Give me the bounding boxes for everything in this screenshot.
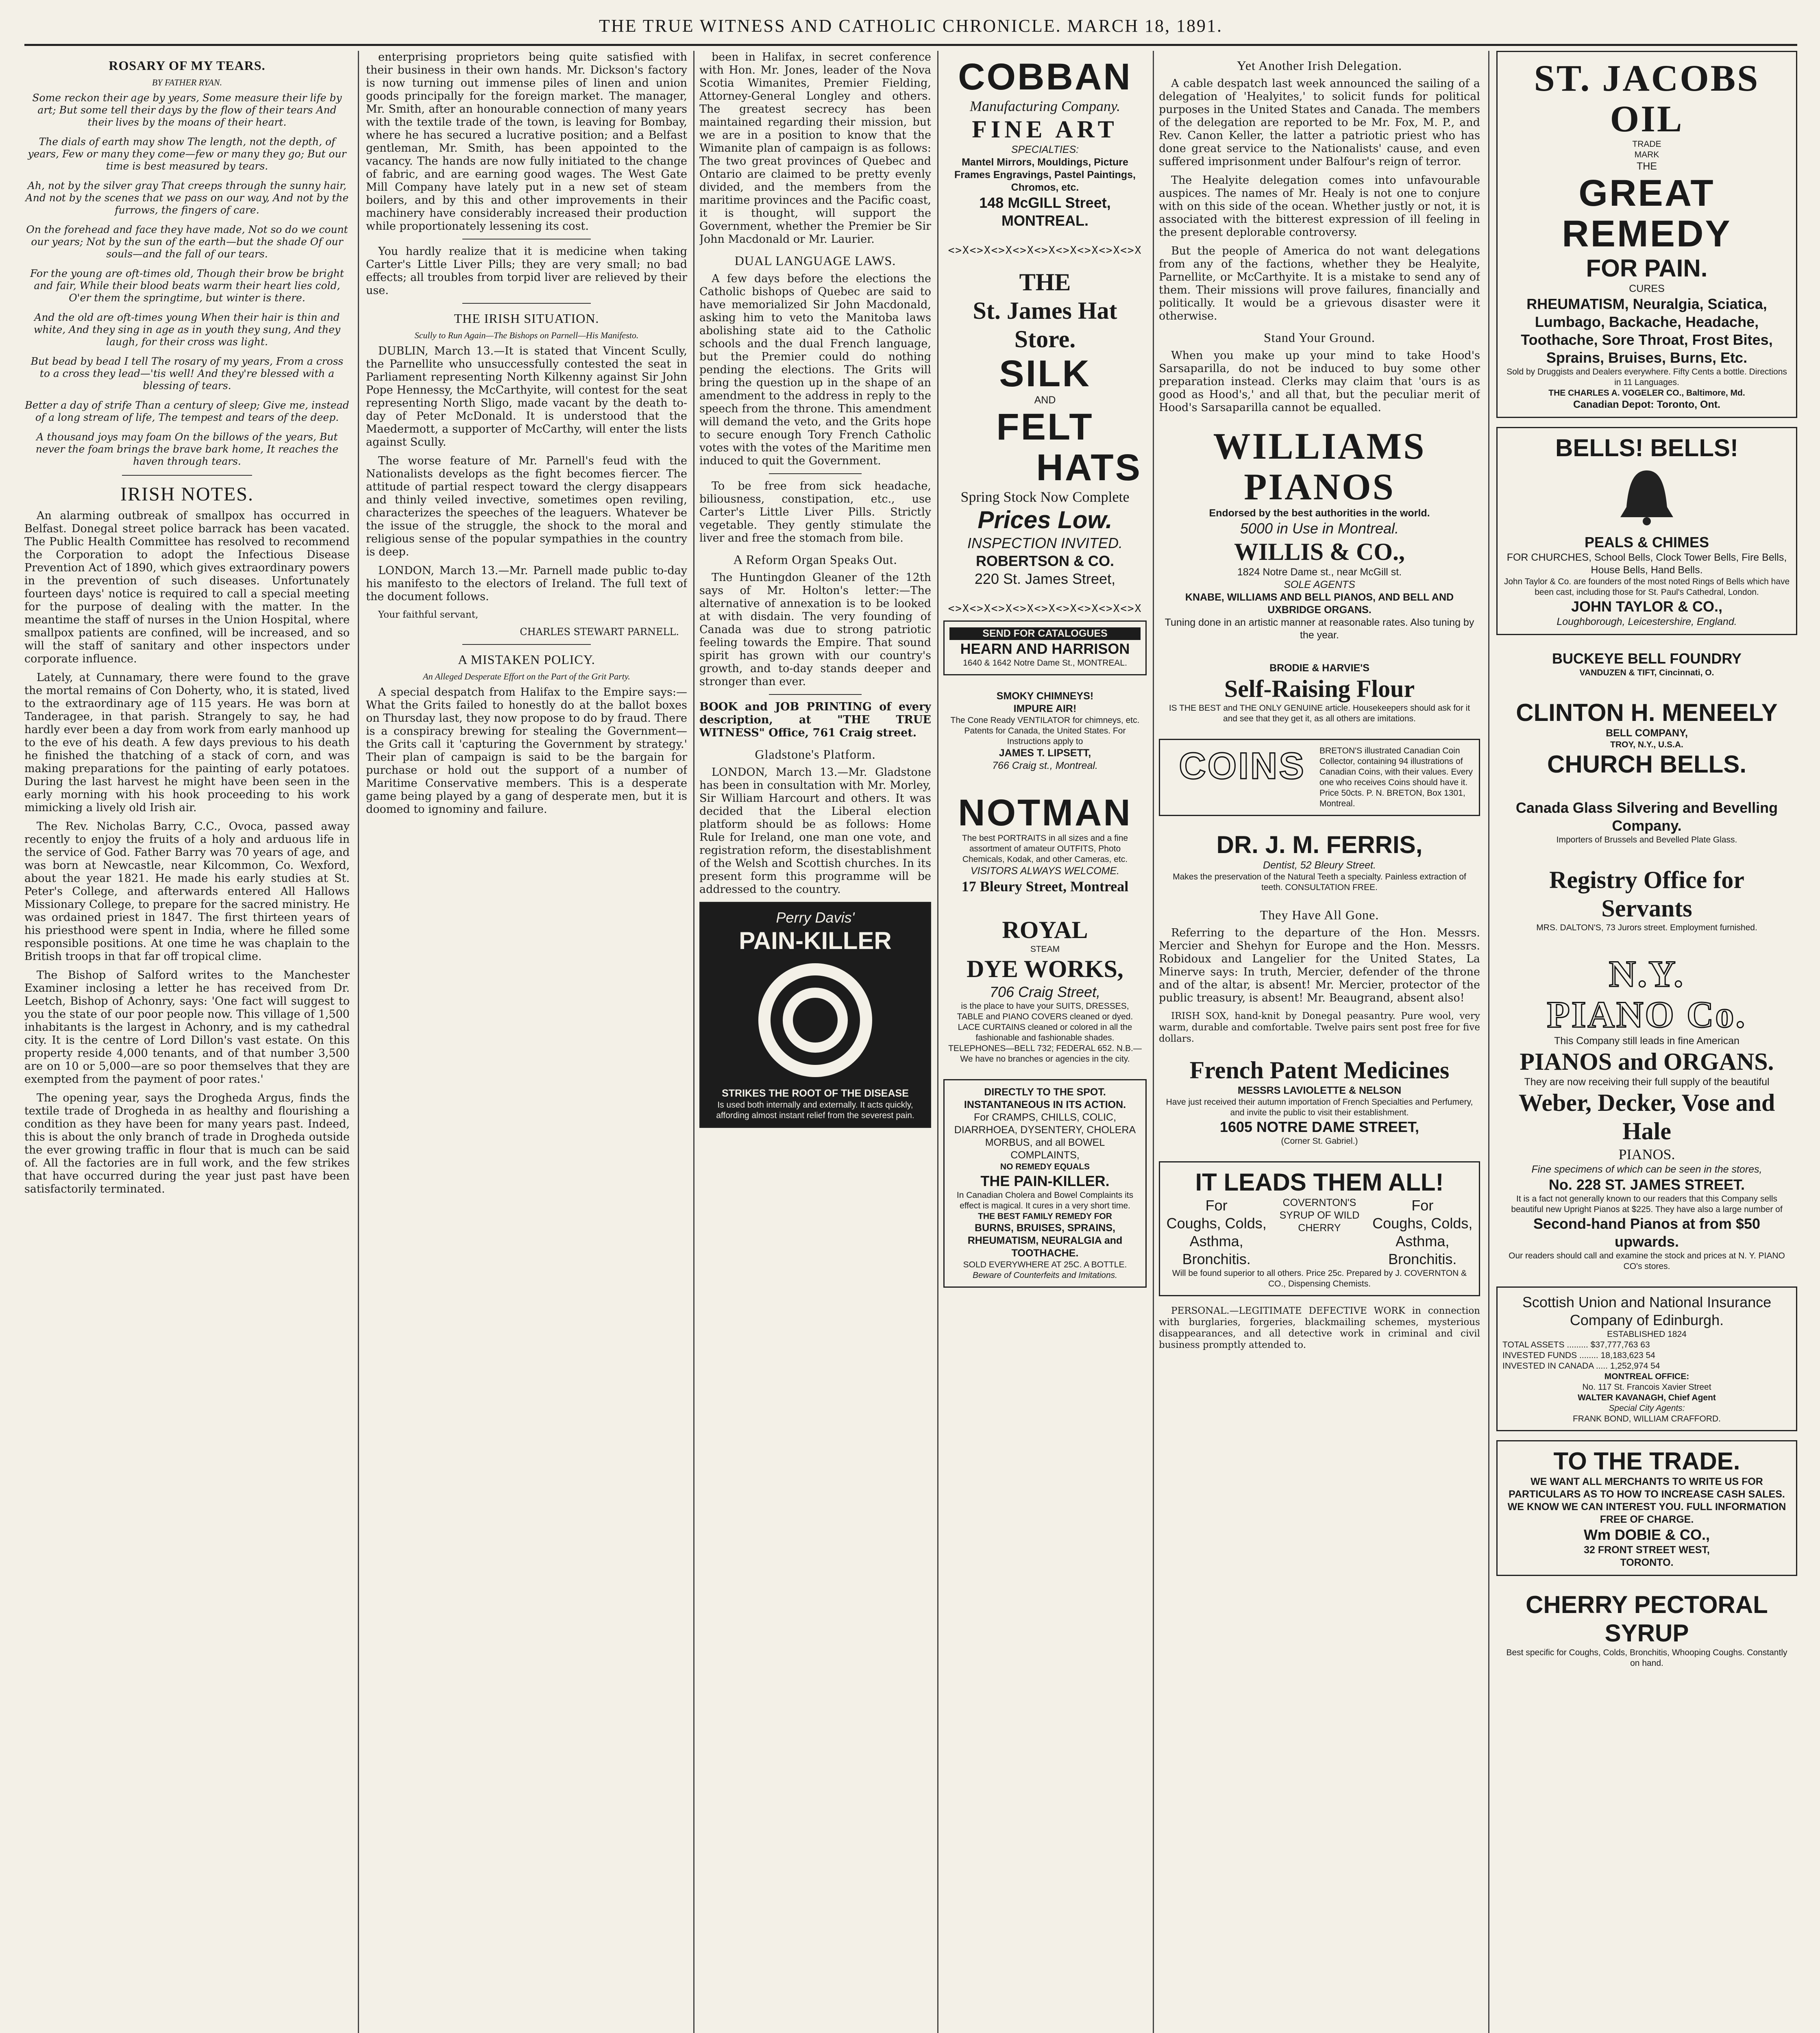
lavio-corner: (Corner St. Gabriel.) <box>1281 1136 1358 1146</box>
invested-canada: INVESTED IN CANADA ..... 1,252,974 54 <box>1502 1361 1660 1371</box>
office-address: No. 117 St. Francois Xavier Street <box>1582 1382 1711 1392</box>
notman-name: NOTMAN <box>958 792 1132 834</box>
section-subtitle: An Alleged Desperate Effort on the Part of the Grit Party. <box>423 671 630 681</box>
weber-pianos: PIANOS. <box>1618 1146 1675 1162</box>
divider <box>122 475 252 476</box>
vogeler-name: THE CHARLES A. VOGELER CO., Baltimore, Md. <box>1548 388 1745 398</box>
dye-works-ad <box>943 910 1147 1070</box>
covernton-center: COVERNTON'S SYRUP OF WILD CHERRY <box>1279 1197 1360 1234</box>
beware-note: Beware of Counterfeits and Imitations. <box>972 1271 1117 1280</box>
column-divider <box>358 51 359 2033</box>
weber-brands: Weber, Decker, Vose and Hale <box>1518 1089 1775 1145</box>
the-label: THE <box>1637 161 1657 172</box>
williams-pianos-ad <box>1159 420 1480 647</box>
section-title-delegation: Yet Another Irish Delegation. <box>1237 58 1402 73</box>
best-family: THE BEST FAMILY REMEDY FOR <box>978 1212 1112 1221</box>
meneely-ad <box>1496 693 1797 784</box>
tuning-text: Tuning done in an artistic manner at reasonable rates. Also tuning by the year. <box>1165 617 1474 641</box>
specialties-label: SPECIALTIES: <box>1011 144 1079 155</box>
article-paragraph: Referring to the departure of the Hon. Messrs. Mercier and Shehyn for Europe and the Hon. Messrs. Robidoux and Langelier for the United States, La Minerve says: In truth, Mercier, defender of the throne and of the altar, is absent! Mr. Mercier, protector of the public treasury, is absent! Mr. Beaugrand, absent also! <box>1159 927 1480 1004</box>
knabe-text: KNABE, WILLIAMS AND BELL PIANOS, AND BELL AND UXBRIDGE ORGANS. <box>1185 592 1454 616</box>
notman-address: 17 Bleury Street, Montreal <box>961 878 1129 895</box>
notman-text: The best PORTRAITS in all sizes and a fine assortment of amateur OUTFITS, Photo Chemicals, Kodak, and other Cameras, etc. <box>962 834 1128 864</box>
article-paragraph: Lately, at Cunnamary, there were found to the grave the mortal remains of Con Doherty, who, it is stated, lived to the extraordinary age of 115 years. He was born at Tanderagee, in that parish. Strangely to say, he had hardly ever been a day from work from early manhood up to the eve of his death. A few days previous to his death he finished the thatching of a stack of corn, and was making preparations for the painting of early potatoes. During the last harvest he might have been seen in the early morning with his hook proceeding to his work mimicking a lively old Irish air. <box>24 671 350 814</box>
churches-list: FOR CHURCHES, School Bells, Clock Tower Bells, Fire Bells, House Bells, Hand Bells. <box>1507 552 1787 576</box>
column-4 <box>943 51 1147 2033</box>
and-label: AND <box>1034 394 1056 406</box>
personal-ad: PERSONAL.—LEGITIMATE DEFECTIVE WORK in connection with burglaries, forgeries, blackmailing schemes, mysterious disappearances, and all detective work in criminal and civil business promptly attended to. <box>1159 1306 1480 1350</box>
pills-notice: You hardly realize that it is medicine when taking Carter's Little Liver Pills; they are very small; no bad effects; all troubles from torpid liver are relieved by their use. <box>366 245 687 297</box>
poem-stanza: Some reckon their age by years, Some measure their life by art; But some tell their days by the flow of their tears And their lives by the moans of their heart. <box>32 92 342 128</box>
article-paragraph: A special despatch from Halifax to the Empire says:—What the Grits failed to honestly do at the ballot boxes on Thursday last, they now propose to do by fraud. There is a conspiracy brewing for stealing the Government—the Grits call it 'capturing the Government by strategy.' Their plan of campaign is said to be the bargain for purchase or hold out the support of a number of Maritime Conservative members. This is a desperate game being played by a gang of desperate men, but it is doomed to ignominy and failure. <box>366 686 687 816</box>
total-assets: TOTAL ASSETS ......... $37,777,763 63 <box>1502 1340 1650 1350</box>
coins-text: BRETON'S illustrated Canadian Coin Collector, containing 94 illustrations of Canadian Coins, with their values. Every one who receives Coins should have it. Price 50cts. P. N. BRETON, Box 1301, Montreal. <box>1319 746 1473 808</box>
cobban-name: COBBAN <box>958 56 1132 98</box>
article-paragraph: DUBLIN, March 13.—It is stated that Vincent Scully, the Parnellite who unsuccessfully contested the seat in Parliament representing North Kilkenny against Sir John Pope Hennessy, the McCarthyite, will contest for the seat representing North Sligo, made vacant by the death to-day of Peter McDonald. It is understood that the Maedermott, a supporter of McCarthy, will enter the lists against Scully. <box>366 345 687 448</box>
supply-text: They are now receiving their full supply of the beautiful <box>1524 1076 1770 1088</box>
loughborough: Loughborough, Leicestershire, England. <box>1557 616 1737 627</box>
column-divider <box>693 51 694 2033</box>
coins-label: COINS <box>1179 745 1306 787</box>
direct-label: DIRECTLY TO THE SPOT. <box>984 1086 1106 1098</box>
registry-ad <box>1496 860 1797 939</box>
dye-text: is the place to have your SUITS, DRESSES, TABLE and PIANO COVERS cleaned or dyed. LACE CURTAINS cleaned or colored in all the fashionable and fashionable shades. TELEPHONES—BELL 732; FEDERAL 652. N.B.—We have no branches or agencies in the city. <box>948 1001 1142 1064</box>
toronto-label: TORONTO. <box>1620 1557 1674 1568</box>
ny-piano-ad <box>1496 948 1797 1278</box>
spring-stock: Spring Stock Now Complete <box>960 489 1130 505</box>
article-paragraph: The Huntingdon Gleaner of the 12th says of Mr. Holton's letter:—The alternative of annexation is to be looked at with disdain. The very founding of Canada was due to strong patriotic feeling towards the Empire. That sound spirit has grown with our country's growth, and to-day stands deeper and stronger than ever. <box>699 571 931 688</box>
st-jacobs-name: ST. JACOBS OIL <box>1534 57 1760 139</box>
section-subtitle: Scully to Run Again—The Bishops on Parnell—His Manifesto. <box>414 330 639 340</box>
target-icon <box>754 959 876 1081</box>
endorsed-text: Endorsed by the best authorities in the world. <box>1209 507 1430 519</box>
sold-everywhere: SOLD EVERYWHERE AT 25C. A BOTTLE. <box>963 1260 1127 1269</box>
article-paragraph: The Healyite delegation comes into unfavourable auspices. The names of Mr. Healy is not one to conjure with on this side of the ocean. Whether justly or not, it is associated with the bitterest expression of ill feeling in the present deplorable controversy. <box>1159 174 1480 239</box>
french-medicines-ad <box>1159 1050 1480 1152</box>
section-title-reform: A Reform Organ Speaks Out. <box>733 552 897 567</box>
sole-agents: SOLE AGENTS <box>1284 579 1355 590</box>
registry-title: Registry Office for Servants <box>1549 866 1744 922</box>
steam-label: STEAM <box>1030 945 1060 954</box>
pk-text: In Canadian Cholera and Bowel Complaints its effect is magical. It cures in a very short time. <box>956 1191 1134 1210</box>
canadian-depot: Canadian Depot: Toronto, Ont. <box>1573 399 1720 410</box>
painkiller-name: PAIN-KILLER <box>739 927 892 954</box>
section-title-irish-situation: THE IRISH SITUATION. <box>454 311 599 326</box>
second-hand: Second-hand Pianos at from $50 upwards. <box>1533 1215 1761 1250</box>
divider <box>769 694 862 695</box>
dye-address: 706 Craig Street, <box>989 984 1101 1000</box>
trade-title: TO THE TRADE. <box>1553 1447 1740 1475</box>
st-jacobs-oil-ad <box>1496 51 1797 418</box>
ny-text: This Company still leads in fine American <box>1554 1035 1739 1047</box>
cherry-title: CHERRY PECTORAL SYRUP <box>1526 1591 1768 1647</box>
for-pain: FOR PAIN. <box>1586 255 1708 282</box>
signature: CHARLES STEWART PARNELL. <box>520 626 679 638</box>
flour-label: Self-Raising Flour <box>1224 675 1415 702</box>
ornament-border: <>X<>X<>X<>X<>X<>X<>X<>X<>X <box>948 603 1142 615</box>
article-paragraph: But the people of America do not want delegations from any of the factions, whether they be Healyite, Parnellite, or McCarthyite. It is a mistake to send any of them. Their missions will prove failures, financially and politically. It would be a grievous disaster were it otherwise. <box>1159 245 1480 322</box>
pianos-label: PIANOS <box>1244 466 1395 507</box>
buckeye-name: BUCKEYE BELL FOUNDRY <box>1552 650 1742 667</box>
ailments-list: RHEUMATISM, Neuralgia, Sciatica, Lumbago, Backache, Headache, Toothache, Sore Throat, Frost Bites, Sprains, Bruises, Burns, Etc. <box>1521 296 1773 366</box>
for-left: For <box>1205 1197 1228 1214</box>
divider <box>462 644 591 645</box>
divider <box>769 473 862 474</box>
section-title-dual-language: DUAL LANGUAGE LAWS. <box>734 253 896 268</box>
hearn-name: HEARN AND HARRISON <box>960 640 1130 657</box>
burns-list: BURNS, BRUISES, SPRAINS, RHEUMATISM, NEURALGIA and TOOTHACHE. <box>967 1222 1123 1259</box>
readers-text: Our readers should call and examine the stock and prices at N. Y. PIANO CO's stores. <box>1509 1251 1785 1271</box>
fact-text: It is a fact not generally known to our readers that this Company sells beautiful new Upright Pianos at $225. They have also a large number of <box>1511 1194 1783 1214</box>
notman-ad <box>943 787 1147 901</box>
flour-text: IS THE BEST and THE ONLY GENUINE article. Housekeepers should ask for it and see that they get it, as all others are imitations. <box>1169 703 1470 723</box>
poem-author: BY FATHER RYAN. <box>152 77 222 87</box>
ferris-address: Dentist, 52 Bleury Street. <box>1263 860 1376 871</box>
bell-company: BELL COMPANY, <box>1606 727 1688 739</box>
article-paragraph: enterprising proprietors being quite satisfied with their business in their own hands. Mr. Dickson's factory is now turning out immense piles of linen and union goods principally for the foreign market. The manager, Mr. Smith, after an honourable connection of many years with the textile trade of the town, is leaving for Bombay, where he has secured a lucrative position; and a Belfast gentleman, Mr. Smith, has been appointed to the vacancy. The hands are now fully initiated to the change of fabric, and are earning good wages. The West Gate Mill Company have lately put in a new set of steam boilers, and by this and other improvements in their machinery have considerably increased their production while proportionately lessening its cost. <box>366 51 687 233</box>
painkiller-brand: Perry Davis' <box>776 909 855 926</box>
instant-label: INSTANTANEOUS IN ITS ACTION. <box>964 1099 1126 1110</box>
church-bells: CHURCH BELLS. <box>1547 751 1746 778</box>
dobie-address: 32 FRONT STREET WEST, <box>1584 1544 1710 1556</box>
buckeye-ad <box>1496 644 1797 684</box>
column-6 <box>1496 51 1797 2033</box>
glass-name: Canada Glass Silvering and Bevelling Company. <box>1515 799 1778 834</box>
column-5 <box>1159 51 1480 2033</box>
flour-ad <box>1159 656 1480 730</box>
painkiller-target-text: STRIKES THE ROOT OF THE DISEASE <box>722 1088 909 1099</box>
column-divider <box>1153 51 1154 2033</box>
french-title: French Patent Medicines <box>1189 1057 1450 1084</box>
hat-the: THE <box>1019 269 1071 296</box>
catalogue-banner: SEND FOR CATALOGUES <box>949 627 1141 640</box>
lavio-name: MESSRS LAVIOLETTE & NELSON <box>1237 1085 1402 1096</box>
trade-text: WE WANT ALL MERCHANTS TO WRITE US FOR PARTICULARS AS TO HOW TO INCREASE CASH SALES. WE KNOW WE CAN INTEREST YOU. FULL INFORMATION FREE OF CHARGE. <box>1507 1476 1786 1525</box>
willis-name: WILLIS & CO., <box>1234 538 1405 565</box>
hats-label: HATS <box>1036 447 1142 488</box>
silk-label: SILK <box>999 353 1091 394</box>
in-use-text: 5000 in Use in Montreal. <box>1240 520 1399 537</box>
section-title-mistaken-policy: A MISTAKEN POLICY. <box>458 652 595 667</box>
hearn-harrison-ad <box>943 620 1147 675</box>
taylor-text: John Taylor & Co. are founders of the most noted Rings of Bells which have been cast, including those for St. Paul's Cathedral, London. <box>1504 577 1790 597</box>
established: ESTABLISHED 1824 <box>1607 1330 1687 1339</box>
divider <box>462 303 591 304</box>
article-paragraph: A cable despatch last week announced the sailing of a delegation of 'Healyites,' to solicit funds for political purposes in the United States and Canada. The members of the delegation are reported to be Mr. Fox, M. P., and Rev. Canon Keller, the latter a patriotic priest who has done great service to the Nationalists' cause, and even suffered imprisonment under Balfour's reign of terror. <box>1159 77 1480 168</box>
royal-label: ROYAL <box>1002 916 1088 943</box>
article-paragraph: LONDON, March 13.—Mr. Parnell made public to-day his manifesto to the electors of Ireland. The full text of the document follows. <box>366 564 687 603</box>
lipsett-address: 766 Craig st., Montreal. <box>992 760 1098 771</box>
job-printing-notice: BOOK and JOB PRINTING of every description, at "THE TRUE WITNESS" Office, 761 Craig street. <box>699 701 931 739</box>
walter-agent: WALTER KAVANAGH, Chief Agent <box>1578 1393 1716 1402</box>
poem-stanza: Ah, not by the silver gray That creeps through the sunny hair, And not by the scenes that we pass on our way, And not by the furrows, the fingers of care. <box>25 180 349 216</box>
pianos-organs: PIANOS and ORGANS. <box>1520 1048 1774 1075</box>
pk-name: THE PAIN-KILLER. <box>980 1173 1110 1189</box>
ferris-text: Makes the preservation of the Natural Teeth a specialty. Painless extraction of teeth. CONSULTATION FREE. <box>1173 872 1466 892</box>
article-paragraph: The Bishop of Salford writes to the Manchester Examiner inclosing a letter he has received from Dr. Leetch, Bishop of Achonry, says: 'One fact will suggest to you the state of our poor people now. This village of 1,500 inhabitants is the largest in Achonry, and is my cathedral city. It is the centre of Lord Dillon's vast estate. On this property reside 4,000 tenants, and of that number 3,500 are on 10 or 5,000—are so poor themselves that they are exempted from the payment of poor rates.' <box>24 969 350 1086</box>
robertson-name: ROBERTSON & CO. <box>975 553 1114 569</box>
specialties-list: Mantel Mirrors, Mouldings, Picture Frames Engravings, Pastel Paintings, Chromos, etc. <box>954 157 1136 193</box>
section-title-irish-notes: IRISH NOTES. <box>120 483 254 505</box>
glass-text: Importers of Brussels and Bevelled Plate Glass. <box>1556 835 1737 845</box>
dobie-name: Wm DOBIE & CO., <box>1583 1526 1710 1543</box>
inspection-invited: INSPECTION INVITED. <box>967 535 1123 551</box>
article-paragraph: When you make up your mind to take Hood's Sarsaparilla, do not be induced to buy some other preparation instead. Clerks may claim that 'ours is as good as Hood's,' and all that, but the peculiar merit of Hood's Sarsaparilla cannot be equalled. <box>1159 349 1480 414</box>
article-paragraph: A few days before the elections the Catholic bishops of Quebec are said to have memorialized Sir John Macdonald, asking him to veto the Manitoba laws abolishing state aid to the Catholic schools and the dual French language, but the Premier could do nothing pending the elections. The Grits will bring the question up in the shape of an amendment to the address in reply to the speech from the throne. This amendment will demand the veto, and the Grits hope to secure enough Tory French Catholic votes with the votes of the Maritime men induced to quit the Government. <box>699 272 931 467</box>
masthead <box>24 7 1797 46</box>
willis-address: 1824 Notre Dame st., near McGill st. <box>1237 566 1402 578</box>
manifesto-text: Your faithful servant, <box>378 609 479 620</box>
ventilator-ad <box>943 684 1147 778</box>
covernton-text: Will be found superior to all others. Price 25c. Prepared by J. COVERNTON & CO., Dispensing Chemists. <box>1172 1269 1467 1289</box>
lipsett-name: JAMES T. LIPSETT, <box>999 747 1091 759</box>
poem-stanza: On the forehead and face they have made, Not so do we count our years; Not by the sun of the earth—but the shade Of our souls—and the fall of our tears. <box>26 224 348 260</box>
poem-stanza: A thousand joys may foam On the billows of the years, But never the foam brings the brave bark home, It reaches the haven through tears. <box>35 431 339 467</box>
fine-specimens: Fine specimens of which can be seen in the stores, <box>1531 1164 1762 1175</box>
column-divider <box>937 51 938 2033</box>
ny-label: N.Y. <box>1609 953 1685 995</box>
scottish-name: Scottish Union and National Insurance Company of Edinburgh. <box>1522 1294 1772 1328</box>
to-the-trade-ad <box>1496 1440 1797 1576</box>
for-right: For <box>1411 1197 1434 1214</box>
ventilator-text: The Cone Ready VENTILATOR for chimneys, etc. Patents for Canada, the United States. For Instructions apply to <box>950 716 1140 746</box>
ferris-ad <box>1159 825 1480 899</box>
piano-co-label: PIANO Co. <box>1547 994 1747 1035</box>
no-remedy: NO REMEDY EQUALS <box>1000 1162 1090 1171</box>
dye-works-label: DYE WORKS, <box>967 956 1123 982</box>
covernton-ad <box>1159 1161 1480 1296</box>
article-paragraph: An alarming outbreak of smallpox has occurred in Belfast. Donegal street police barrack has been vacated. The Public Health Committee has resolved to recommend the Corporation to adopt the Infectious Disease Prevention Act of 1890, which gives extraordinary powers in the prevention of such diseases. Unfortunately fourteen days' notice is required to call a special meeting for the purpose of dealing with the matter. In the meantime the staff of nurses in the Union Hospital, where smallpox patients are confined, will be increased, and so will the staff of sanitary and other inspectors under corporate influence. <box>24 509 350 665</box>
cherry-syrup-ad <box>1496 1585 1797 1674</box>
troy-label: TROY, N.Y., U.S.A. <box>1610 740 1683 749</box>
lavio-text: Have just received their autumn importation of French Specialties and Perfumery, and invite the public to visit their establishment. <box>1166 1097 1473 1117</box>
robertson-address: 220 St. James Street, <box>974 570 1116 587</box>
cobban-address: 148 McGILL Street, MONTREAL. <box>979 194 1111 229</box>
bells-title: BELLS! BELLS! <box>1555 434 1738 461</box>
ornament-border: <>X<>X<>X<>X<>X<>X<>X<>X<>X <box>948 244 1142 257</box>
trade-label: TRADE <box>1632 139 1661 149</box>
poem-stanza: Better a day of strife Than a century of sleep; Give me, instead of a long stream of life, The tempest and tears of the deep. <box>25 399 349 423</box>
registry-text: MRS. DALTON'S, 73 Jurors street. Employment furnished. <box>1536 923 1757 932</box>
taylor-name: JOHN TAYLOR & CO., <box>1571 598 1723 615</box>
poem-title: ROSARY OF MY TEARS. <box>109 58 266 73</box>
poem-stanza: And the old are oft-times young When their hair is thin and white, And they sing in age as in youth they sung, And they laugh, for their cross was light. <box>33 311 341 348</box>
article-paragraph: The Rev. Nicholas Barry, C.C., Ovoca, passed away recently to enjoy the fruits of a holy and arduous life in the service of God. Father Barry was 70 years of age, and was born at Newcastle, near Kilcommon, Co. Wexford, about the year 1821. He made his early studies at St. Peter's College, and afterwards entered All Hallows Missionary College, to prepare for the sacred ministry. He was ordained priest in 1847. The first thirteen years of his priesthood were spent in India, where he filled some responsible positions. At one time he was chaplain to the British troops in that far off tropical clime. <box>24 820 350 963</box>
agents-names: FRANK BOND, WILLIAM CRAFFORD. <box>1572 1414 1721 1424</box>
section-title-all-gone: They Have All Gone. <box>1260 908 1379 922</box>
coughs-left: Coughs, Colds, Asthma, Bronchitis. <box>1166 1215 1267 1267</box>
felt-label: FELT <box>996 406 1094 448</box>
digestion-notice: To be free from sick headache, biliousness, constipation, etc., use Carter's Little Liver Pills. Strictly vegetable. They gently stimulate the liver and free the stomach from bile. <box>699 480 931 544</box>
invested-funds: INVESTED FUNDS ........ 18,183,623 54 <box>1502 1351 1655 1360</box>
cures-label: CURES <box>1629 283 1665 294</box>
ferris-name: DR. J. M. FERRIS, <box>1216 831 1423 858</box>
poem-stanza: For the young are oft-times old, Though their brow be bright and fair, While their blood beats warm their heart lies cold, O'er them the springtime, but winter is there. <box>30 268 344 304</box>
painkiller-text-ad <box>943 1079 1147 1288</box>
column-1 <box>24 51 350 2033</box>
hat-store-ad <box>943 262 1147 594</box>
column-3 <box>699 51 931 2033</box>
smoky-chimneys: SMOKY CHIMNEYS! <box>996 690 1094 702</box>
section-title-stand-ground: Stand Your Ground. <box>1263 330 1376 345</box>
article-paragraph: The worse feature of Mr. Parnell's feud with the Nationalists develops as the fight becomes fiercer. The attitude of partial respect toward the clergy disappears and thinly veiled invective, sometimes open reviling, characterizes the speeches of the leaguers. Whatever be the issue of the struggle, the shock to the moral and religious sense of the popular sympathies in the country is deep. <box>366 455 687 558</box>
column-2 <box>366 51 687 2033</box>
coughs-right: Coughs, Colds, Asthma, Bronchitis. <box>1372 1215 1473 1267</box>
brodie-name: BRODIE & HARVIE'S <box>1269 662 1369 674</box>
cramps-text: For CRAMPS, CHILLS, COLIC, DIARRHOEA, DYSENTERY, CHOLERA MORBUS, and all BOWEL COMPLAINTS, <box>954 1112 1136 1161</box>
leads-title: IT LEADS THEM ALL! <box>1195 1169 1444 1196</box>
bells-ad <box>1496 427 1797 635</box>
article-paragraph: The opening year, says the Drogheda Argus, finds the textile trade of Drogheda in as healthy and flourishing a condition as they have been for many years past. Indeed, this is about the only branch of trade in Drogheda outside the ever growing traffic in flour that is much can be said of. All the factories are in full work, and the few strikes that have occurred during the year just past have been satisfactorily terminated. <box>24 1092 350 1195</box>
bell-icon <box>1610 466 1683 527</box>
hat-store-name: St. James Hat Store. <box>973 297 1117 353</box>
cobban-subtitle: Manufacturing Company. <box>970 98 1120 114</box>
irish-sox-ad: IRISH SOX, hand-knit by Donegal peasantry. Pure wool, very warm, durable and comfortable. Twelve pairs sent post free for five dollars. <box>1159 1011 1480 1044</box>
visitors-welcome: VISITORS ALWAYS WELCOME. <box>970 865 1120 877</box>
poem-body <box>24 92 350 468</box>
scottish-union-ad <box>1496 1286 1797 1431</box>
poem-stanza: The dials of earth may show The length, not the depth, of years, Few or many they come—few or many they go; But our time is best measured by tears. <box>28 136 346 172</box>
article-paragraph: LONDON, March 13.—Mr. Gladstone has been in consultation with Mr. Morley, Sir William Harcourt and others. It was decided that the Liberal election platform should be as follows: Home Rule for Ireland, one man one vote, and registration reform, the disestablishment of the Welsh and Scottish churches. In its present form this programme will be addressed to the country. <box>699 766 931 896</box>
cherry-text: Best specific for Coughs, Colds, Bronchitis, Whooping Coughs. Constantly on hand. <box>1506 1648 1787 1668</box>
mark-label: MARK <box>1634 150 1659 159</box>
impure-air: IMPURE AIR! <box>1013 703 1077 714</box>
column-divider <box>1488 51 1489 2033</box>
montreal-office: MONTREAL OFFICE: <box>1604 1372 1689 1381</box>
masthead-title: THE TRUE WITNESS AND CATHOLIC CHRONICLE. MARCH 18, 1891. <box>599 15 1223 36</box>
glass-ad <box>1496 793 1797 851</box>
section-title-gladstone: Gladstone's Platform. <box>755 747 876 762</box>
williams-name: WILLIAMS <box>1213 425 1426 467</box>
article-paragraph: been in Halifax, in secret conference with Hon. Mr. Jones, leader of the Nova Scotia Wimanites, Premier Fielding, Attorney-General Longley and others. The greatest secrecy has been maintained regarding their mission, but we are in a position to know that the Wimanite plan of campaign is as follows: The two great provinces of Quebec and Ontario are claimed to be pretty evenly divided, and the members from the maritime provinces and the Pacific coast, it is thought, will support the Government, whether the Premier be Sir John Macdonald or Mr. Laurier. <box>699 51 931 246</box>
james-street: No. 228 ST. JAMES STREET. <box>1548 1176 1745 1193</box>
special-agents: Special City Agents: <box>1609 1404 1685 1413</box>
cobban-ad <box>943 51 1147 235</box>
peals-chimes: PEALS & CHIMES <box>1584 534 1709 551</box>
fine-art: FINE ART <box>972 116 1118 143</box>
sold-text: Sold by Druggists and Dealers everywhere. Fifty Cents a bottle. Directions in 11 Languages. <box>1507 367 1787 387</box>
prices-low: Prices Low. <box>977 506 1112 533</box>
hearn-address: 1640 & 1642 Notre Dame St., MONTREAL. <box>963 658 1127 668</box>
painkiller-ad <box>699 902 931 1128</box>
great-remedy: GREAT REMEDY <box>1562 172 1732 255</box>
painkiller-note: Is used both internally and externally. It acts quickly, affording almost instant relief from the severest pain. <box>716 1100 914 1120</box>
poem-stanza: But bead by bead I tell The rosary of my years, From a cross to a cross they lead—'tis well! And they're blessed with a blessing of tears. <box>30 355 344 392</box>
coins-ad <box>1159 739 1480 816</box>
vanduzen-name: VANDUZEN & TIFT, Cincinnati, O. <box>1579 668 1714 677</box>
meneely-name: CLINTON H. MENEELY <box>1516 699 1778 726</box>
lavio-address: 1605 NOTRE DAME STREET, <box>1219 1119 1419 1135</box>
